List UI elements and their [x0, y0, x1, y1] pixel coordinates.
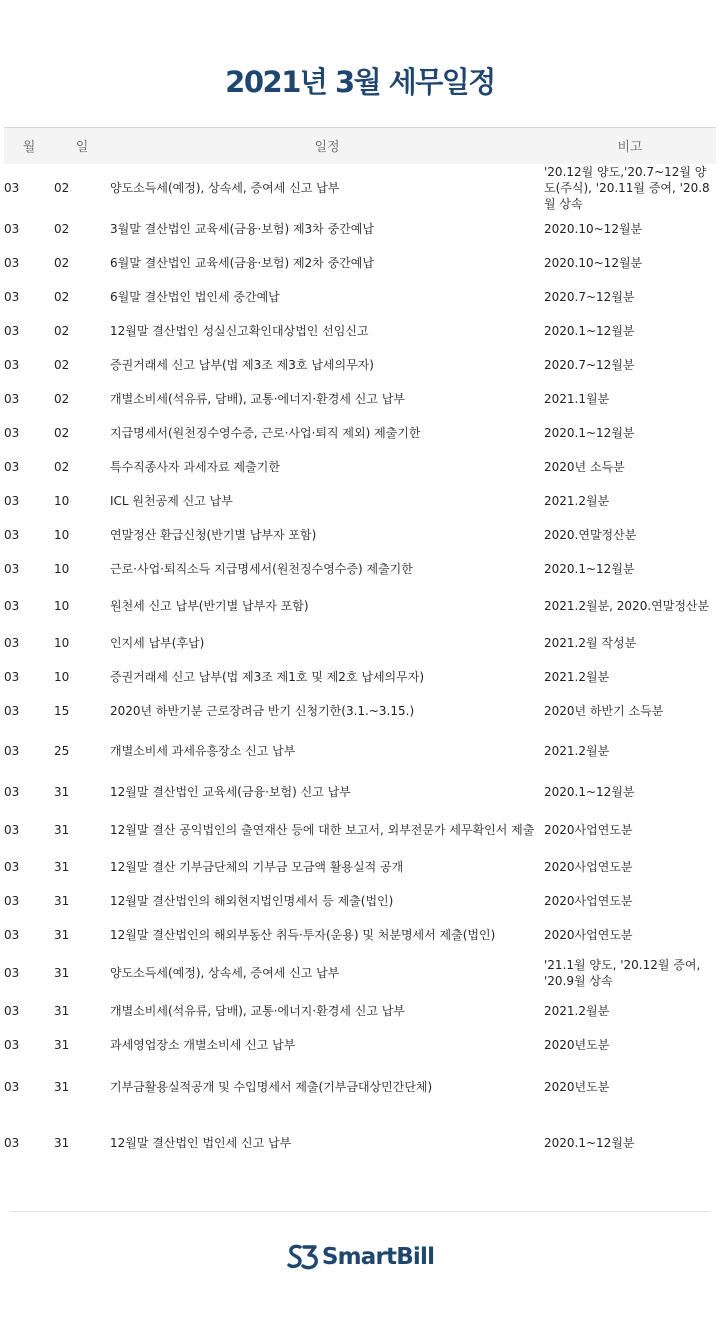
table-row — [4, 1062, 716, 1112]
note-cell: 2020.연말정산분 — [544, 527, 637, 542]
schedule-cell: 12월말 결산법인의 해외현지법인명세서 등 제출(법인) — [110, 893, 394, 908]
table-row — [4, 952, 716, 994]
month-cell: 03 — [4, 255, 20, 270]
month-cell: 03 — [4, 357, 20, 372]
table-row — [4, 660, 716, 694]
day-cell: 10 — [54, 527, 70, 542]
note-cell: 2020사업연도분 — [544, 822, 633, 837]
page-title: 2021년 3월 세무일정 — [225, 65, 495, 99]
day-cell: 31 — [54, 784, 70, 799]
note-cell: 2021.2월분 — [544, 743, 610, 758]
table-row — [4, 1028, 716, 1062]
note-cell: 2020.1~12월분 — [544, 425, 635, 440]
month-cell: 03 — [4, 391, 20, 406]
day-cell: 10 — [54, 598, 70, 613]
note-cell: 2021.1월분 — [544, 391, 610, 406]
schedule-cell: ICL 원천공제 신고 납부 — [110, 493, 233, 508]
table-row — [4, 810, 716, 850]
table-row — [4, 552, 716, 586]
month-cell: 03 — [4, 1079, 20, 1094]
smartbill-logo — [0, 1240, 720, 1274]
day-cell: 10 — [54, 635, 70, 650]
note-cell: '21.1월 양도, '20.12월 증여, '20.9월 상속 — [544, 957, 701, 988]
month-cell: 03 — [4, 598, 20, 613]
month-cell: 03 — [4, 743, 20, 758]
schedule-cell: 증권거래세 신고 납부(법 제3조 제1호 및 제2호 납세의무자) — [110, 669, 424, 684]
table-row — [4, 728, 716, 774]
table-row — [4, 586, 716, 626]
note-cell: 2020.1~12월분 — [544, 1135, 635, 1150]
logo-text: SmartBill — [321, 1244, 435, 1270]
day-cell: 02 — [54, 425, 70, 440]
note-cell: 2020.1~12월분 — [544, 561, 635, 576]
note-cell: 2020년 소득분 — [544, 459, 625, 474]
table-row — [4, 994, 716, 1028]
schedule-table — [4, 127, 716, 1174]
month-cell: 03 — [4, 1135, 20, 1150]
day-cell: 31 — [54, 1037, 70, 1052]
day-cell: 31 — [54, 822, 70, 837]
schedule-cell: 양도소득세(예정), 상속세, 증여세 신고 납부 — [110, 180, 340, 195]
day-cell: 31 — [54, 893, 70, 908]
schedule-cell: 12월말 결산 공익법인의 출연재산 등에 대한 보고서, 외부전문가 세무확인서 제출 — [110, 822, 535, 837]
month-cell: 03 — [4, 493, 20, 508]
table-header-row — [4, 128, 716, 164]
note-cell: '20.12월 양도,'20.7~12월 양도(주식), '20.11월 증여, '20.8월 상속 — [544, 164, 710, 211]
note-cell: 2021.2월분 — [544, 669, 610, 684]
table-row — [4, 1112, 716, 1174]
schedule-cell: 근로·사업·퇴직소득 지급명세서(원천징수영수증) 제출기한 — [110, 561, 413, 576]
schedule-cell: 12월말 결산법인의 해외부동산 취득·투자(운용) 및 처분명세서 제출(법인) — [110, 927, 496, 942]
table-row — [4, 850, 716, 884]
s3-logo-icon — [286, 1241, 320, 1273]
schedule-cell: 특수직종사자 과세자료 제출기한 — [110, 459, 280, 474]
schedule-cell: 연말정산 환급신청(반기별 납부자 포함) — [110, 527, 317, 542]
table-row — [4, 348, 716, 382]
table-row — [4, 774, 716, 810]
day-cell: 02 — [54, 323, 70, 338]
day-cell: 25 — [54, 743, 70, 758]
month-cell: 03 — [4, 893, 20, 908]
header-note: 비고 — [617, 140, 643, 156]
day-cell: 15 — [54, 703, 70, 718]
day-cell: 02 — [54, 391, 70, 406]
month-cell: 03 — [4, 527, 20, 542]
schedule-cell: 개별소비세(석유류, 담배), 교통·에너지·환경세 신고 납부 — [110, 391, 405, 406]
footer-divider — [10, 1211, 710, 1212]
header-day: 일 — [75, 140, 89, 156]
table-row — [4, 212, 716, 246]
day-cell: 10 — [54, 561, 70, 576]
month-cell: 03 — [4, 1037, 20, 1052]
table-row — [4, 314, 716, 348]
schedule-cell: 과세영업장소 개별소비세 신고 납부 — [110, 1037, 296, 1052]
schedule-cell: 지급명세서(원천징수영수증, 근로·사업·퇴직 제외) 제출기한 — [110, 425, 421, 440]
table-row — [4, 416, 716, 450]
day-cell: 02 — [54, 459, 70, 474]
day-cell: 31 — [54, 927, 70, 942]
schedule-cell: 개별소비세(석유류, 담배), 교통·에너지·환경세 신고 납부 — [110, 1003, 405, 1018]
schedule-cell: 3월말 결산법인 교육세(금융·보험) 제3차 중간예납 — [110, 221, 374, 236]
schedule-cell: 12월말 결산 기부금단체의 기부금 모금액 활용실적 공개 — [110, 859, 404, 874]
day-cell: 31 — [54, 965, 70, 980]
table-row — [4, 626, 716, 660]
day-cell: 31 — [54, 859, 70, 874]
month-cell: 03 — [4, 822, 20, 837]
schedule-cell: 12월말 결산법인 성실신고확인대상법인 선임신고 — [110, 323, 369, 338]
day-cell: 10 — [54, 493, 70, 508]
month-cell: 03 — [4, 459, 20, 474]
note-cell: 2020년 하반기 소득분 — [544, 703, 664, 718]
note-cell: 2020사업연도분 — [544, 859, 633, 874]
month-cell: 03 — [4, 289, 20, 304]
table-row — [4, 450, 716, 484]
note-cell: 2021.2월분 — [544, 493, 610, 508]
table-body — [4, 164, 716, 1174]
schedule-cell: 원천세 신고 납부(반기별 납부자 포함) — [110, 598, 309, 613]
note-cell: 2020년도분 — [544, 1037, 610, 1052]
header-schedule: 일정 — [314, 140, 340, 156]
schedule-cell: 2020년 하반기분 근로장려금 반기 신청기한(3.1.~3.15.) — [110, 703, 415, 718]
month-cell: 03 — [4, 784, 20, 799]
schedule-cell: 양도소득세(예정), 상속세, 증여세 신고 납부 — [110, 965, 340, 980]
day-cell: 31 — [54, 1079, 70, 1094]
schedule-cell: 증권거래세 신고 납부(법 제3조 제3호 납세의무자) — [110, 357, 374, 372]
table-row — [4, 164, 716, 212]
note-cell: 2020.10~12월분 — [544, 255, 643, 270]
day-cell: 02 — [54, 180, 70, 195]
schedule-cell: 12월말 결산법인 법인세 신고 납부 — [110, 1135, 292, 1150]
month-cell: 03 — [4, 669, 20, 684]
note-cell: 2021.2월분, 2020.연말정산분 — [544, 598, 710, 613]
month-cell: 03 — [4, 425, 20, 440]
table-row — [4, 484, 716, 518]
note-cell: 2021.2월분 — [544, 1003, 610, 1018]
month-cell: 03 — [4, 221, 20, 236]
month-cell: 03 — [4, 703, 20, 718]
note-cell: 2020.10~12월분 — [544, 221, 643, 236]
schedule-cell: 6월말 결산법인 법인세 중간예납 — [110, 289, 280, 304]
note-cell: 2020년도분 — [544, 1079, 610, 1094]
day-cell: 02 — [54, 289, 70, 304]
table-row — [4, 694, 716, 728]
schedule-cell: 인지세 납부(후납) — [110, 635, 205, 650]
schedule-cell: 기부금활용실적공개 및 수입명세서 제출(기부금대상민간단체) — [110, 1079, 433, 1094]
day-cell: 02 — [54, 357, 70, 372]
note-cell: 2020.7~12월분 — [544, 289, 635, 304]
note-cell: 2020사업연도분 — [544, 927, 633, 942]
month-cell: 03 — [4, 561, 20, 576]
note-cell: 2021.2월 작성분 — [544, 635, 637, 650]
table-row — [4, 382, 716, 416]
table-row — [4, 884, 716, 918]
note-cell: 2020사업연도분 — [544, 893, 633, 908]
schedule-cell: 12월말 결산법인 교육세(금융·보험) 신고 납부 — [110, 784, 351, 799]
month-cell: 03 — [4, 635, 20, 650]
table-row — [4, 518, 716, 552]
month-cell: 03 — [4, 859, 20, 874]
note-cell: 2020.1~12월분 — [544, 784, 635, 799]
table-row — [4, 280, 716, 314]
month-cell: 03 — [4, 965, 20, 980]
header-month: 월 — [22, 140, 36, 156]
day-cell: 31 — [54, 1135, 70, 1150]
day-cell: 31 — [54, 1003, 70, 1018]
note-cell: 2020.1~12월분 — [544, 323, 635, 338]
day-cell: 10 — [54, 669, 70, 684]
note-cell: 2020.7~12월분 — [544, 357, 635, 372]
day-cell: 02 — [54, 221, 70, 236]
schedule-cell: 개별소비세 과세유흥장소 신고 납부 — [110, 743, 296, 758]
month-cell: 03 — [4, 1003, 20, 1018]
month-cell: 03 — [4, 927, 20, 942]
month-cell: 03 — [4, 180, 20, 195]
table-row — [4, 246, 716, 280]
schedule-cell: 6월말 결산법인 교육세(금융·보험) 제2차 중간예납 — [110, 255, 374, 270]
table-row — [4, 918, 716, 952]
month-cell: 03 — [4, 323, 20, 338]
day-cell: 02 — [54, 255, 70, 270]
